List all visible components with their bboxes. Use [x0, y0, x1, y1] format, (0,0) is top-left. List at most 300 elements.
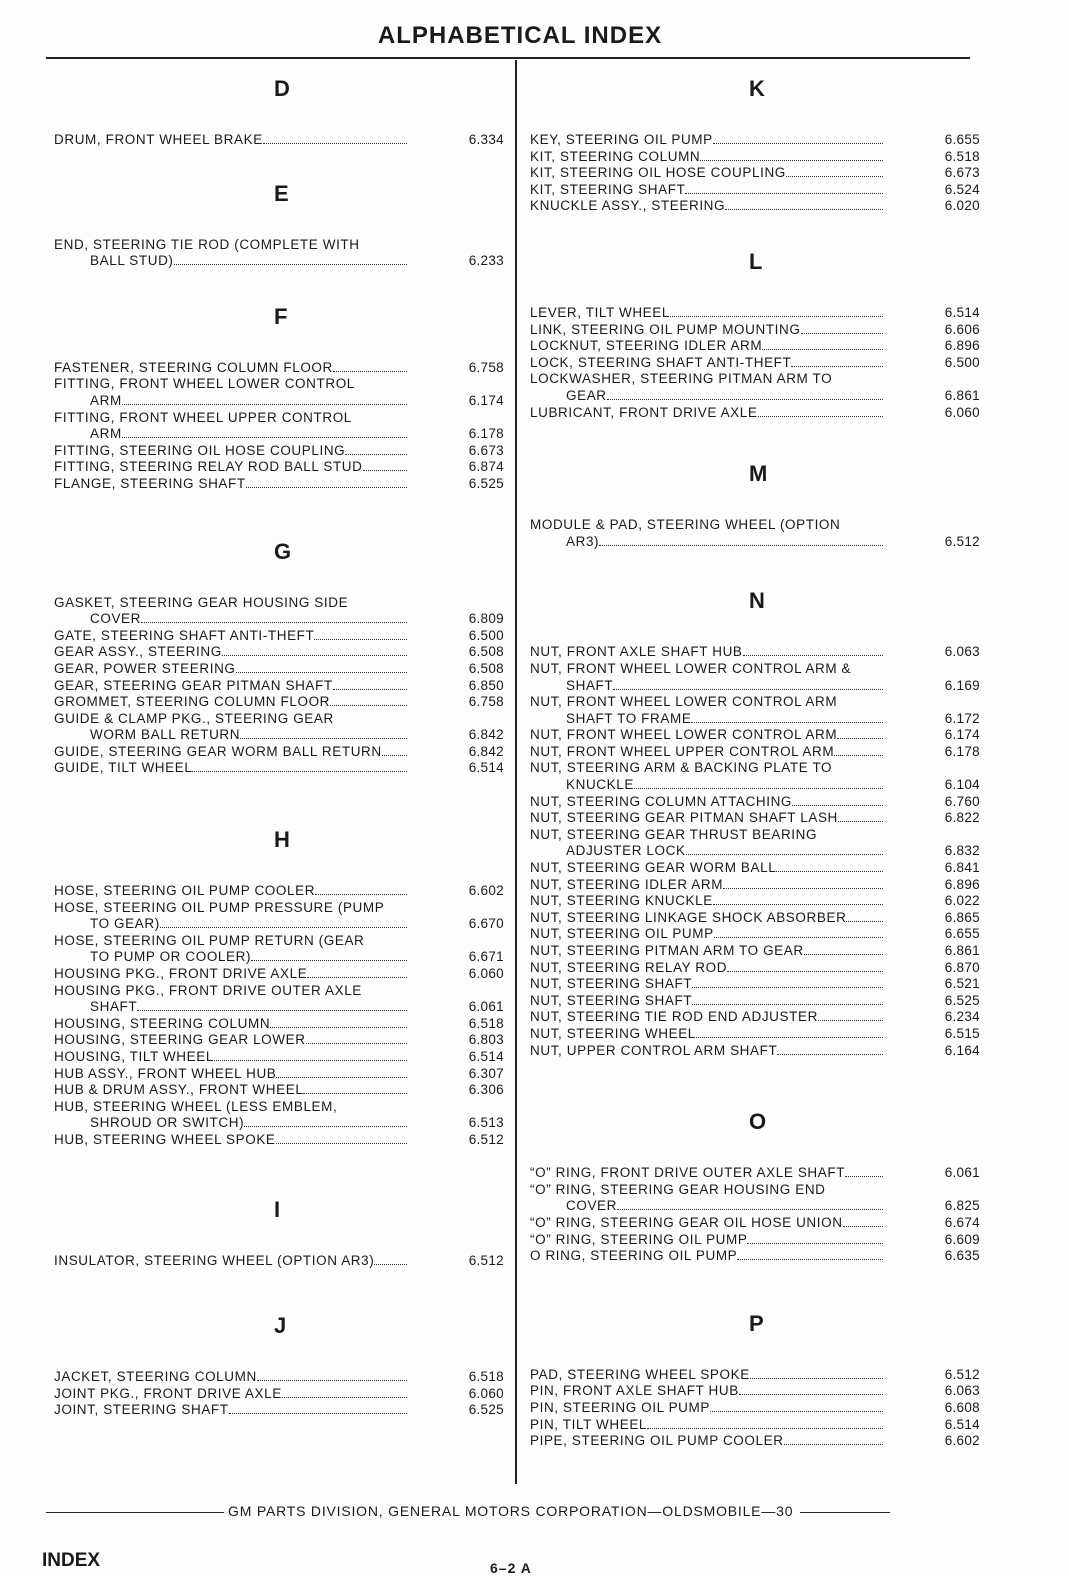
- index-entry: [530, 661, 985, 694]
- index-entry: [54, 476, 509, 493]
- entry-description: [530, 1248, 885, 1265]
- entry-description: [530, 943, 885, 960]
- index-entry: [530, 1433, 985, 1450]
- index-entry: [530, 338, 985, 355]
- index-entry: [54, 678, 509, 695]
- entry-description: [54, 678, 409, 695]
- entry-page-number: 6.512: [944, 1366, 980, 1382]
- entry-page-number: 6.060: [944, 404, 980, 420]
- leader-dots: [382, 744, 407, 756]
- index-entry: [530, 1417, 985, 1434]
- entry-text: JACKET, STEERING COLUMN: [54, 1369, 407, 1384]
- leader-dots: [306, 1032, 407, 1044]
- entry-page-number: 6.518: [944, 148, 980, 164]
- index-entry: [530, 198, 985, 215]
- footer-rule-left: [46, 1512, 224, 1513]
- index-entry: [54, 410, 509, 443]
- entry-description: [530, 860, 885, 877]
- entry-text: “O” RING, STEERING GEAR HOUSING END: [530, 1181, 826, 1197]
- entry-description: [54, 644, 409, 661]
- entry-text: MODULE & PAD, STEERING WHEEL (OPTION: [530, 517, 841, 533]
- entry-page-number: 6.809: [468, 611, 504, 627]
- leader-dots: [838, 810, 883, 822]
- leader-dots: [192, 760, 407, 772]
- entry-continuation: AR3): [530, 534, 885, 551]
- index-entry: [54, 644, 509, 661]
- leader-dots: [747, 1232, 883, 1244]
- leader-dots: [786, 165, 883, 177]
- entry-description: [530, 810, 885, 827]
- entry-text: NUT, STEERING GEAR WORM BALL: [530, 860, 883, 875]
- leader-dots: [263, 132, 407, 144]
- leader-dots: [834, 744, 883, 756]
- footer-page-number: 6–2 A: [490, 1560, 532, 1576]
- entry-page-number: 6.673: [468, 442, 504, 458]
- index-entry: [54, 1082, 509, 1099]
- entry-page-number: 6.512: [468, 1131, 504, 1147]
- index-entry: [530, 1383, 985, 1400]
- entry-page-number: 6.174: [468, 392, 504, 408]
- entry-text: PAD, STEERING WHEEL SPOKE: [530, 1367, 883, 1382]
- entry-text: PIN, STEERING OIL PUMP: [530, 1400, 883, 1415]
- entry-description: [54, 443, 409, 460]
- entry-continuation: TO GEAR): [54, 916, 409, 933]
- leader-dots: [282, 1386, 407, 1398]
- entry-text: NUT, UPPER CONTROL ARM SHAFT: [530, 1043, 883, 1058]
- entry-text: GASKET, STEERING GEAR HOUSING SIDE: [54, 594, 349, 610]
- leader-dots: [685, 182, 883, 194]
- entry-text: HOSE, STEERING OIL PUMP COOLER: [54, 883, 407, 898]
- entry-page-number: 6.822: [944, 810, 980, 826]
- entry-text: HOUSING PKG., FRONT DRIVE OUTER AXLE: [54, 982, 362, 998]
- entry-page-number: 6.164: [944, 1042, 980, 1058]
- entry-text: DRUM, FRONT WHEEL BRAKE: [54, 132, 407, 147]
- leader-dots: [374, 1253, 407, 1265]
- entry-description: [54, 1402, 409, 1419]
- index-entry: [54, 966, 509, 983]
- entry-text: HOUSING, STEERING COLUMN: [54, 1016, 407, 1031]
- entry-page-number: 6.061: [944, 1165, 980, 1181]
- entry-text: NUT, FRONT WHEEL LOWER CONTROL ARM &: [530, 660, 852, 676]
- entry-page-number: 6.060: [468, 1385, 504, 1401]
- entry-text: NUT, STEERING TIE ROD END ADJUSTER: [530, 1009, 883, 1024]
- entry-page-number: 6.512: [468, 1252, 504, 1268]
- entry-page-number: 6.063: [944, 1383, 980, 1399]
- section-letter: L: [749, 248, 763, 274]
- entry-text: INSULATOR, STEERING WHEEL (OPTION AR3): [54, 1253, 407, 1268]
- index-entry: [54, 376, 509, 409]
- index-entry-list: [54, 132, 509, 149]
- entry-description: [530, 644, 885, 661]
- entry-description: [530, 1043, 885, 1060]
- entry-text: HOSE, STEERING OIL PUMP PRESSURE (PUMP: [54, 899, 385, 915]
- entry-description: [530, 1215, 885, 1232]
- entry-description: [54, 1369, 409, 1386]
- entry-page-number: 6.518: [468, 1015, 504, 1031]
- leader-dots: [229, 1402, 407, 1414]
- entry-description: [54, 1016, 409, 1033]
- index-entry: [54, 237, 509, 270]
- entry-page-number: 6.525: [468, 475, 504, 491]
- index-entry: [530, 132, 985, 149]
- index-entry: [530, 877, 985, 894]
- leader-dots: [333, 678, 407, 690]
- leader-dots: [845, 1165, 883, 1177]
- entry-text: HOUSING PKG., FRONT DRIVE AXLE: [54, 966, 407, 981]
- entry-description: [54, 744, 409, 761]
- leader-dots: [713, 893, 883, 905]
- entry-description: [54, 132, 409, 149]
- entry-page-number: 6.514: [468, 1049, 504, 1064]
- index-entry: [530, 405, 985, 422]
- entry-description: [54, 360, 409, 377]
- leader-dots: [599, 534, 883, 546]
- entry-text: GUIDE, STEERING GEAR WORM BALL RETURN: [54, 744, 407, 759]
- index-entry: [54, 760, 509, 777]
- section-letter: E: [274, 180, 289, 206]
- index-entry: [530, 827, 985, 860]
- footer-publisher: GM PARTS DIVISION, GENERAL MOTORS CORPORATION—OLDSMOBILE—30: [228, 1503, 794, 1519]
- entry-text: JOINT PKG., FRONT DRIVE AXLE: [54, 1386, 407, 1401]
- entry-description: [54, 237, 409, 270]
- entry-page-number: 6.758: [468, 694, 504, 710]
- index-entry: [530, 760, 985, 793]
- leader-dots: [236, 661, 407, 673]
- leader-dots: [739, 1383, 883, 1395]
- section-letter: J: [274, 1313, 287, 1339]
- index-entry: [530, 943, 985, 960]
- entry-text: GEAR, POWER STEERING: [54, 661, 407, 676]
- entry-description: [54, 595, 409, 628]
- leader-dots: [843, 1215, 883, 1227]
- leader-dots: [314, 628, 407, 640]
- entry-page-number: 6.861: [944, 387, 980, 403]
- entry-text: NUT, STEERING LINKAGE SHOCK ABSORBER: [530, 910, 883, 925]
- entry-text: FITTING, FRONT WHEEL LOWER CONTROL: [54, 376, 355, 392]
- entry-page-number: 6.174: [944, 727, 980, 743]
- page-title: ALPHABETICAL INDEX: [377, 22, 663, 49]
- leader-dots: [792, 794, 883, 806]
- index-entry: [54, 1386, 509, 1403]
- entry-description: [530, 794, 885, 811]
- entry-page-number: 6.874: [468, 459, 504, 475]
- index-entry-list: [54, 883, 509, 1149]
- index-entry: [54, 1016, 509, 1033]
- leader-dots: [315, 883, 407, 895]
- section-letter: H: [274, 827, 290, 853]
- leader-dots: [647, 1417, 883, 1429]
- entry-text: PIN, FRONT AXLE SHAFT HUB: [530, 1383, 883, 1398]
- entry-page-number: 6.306: [468, 1082, 504, 1098]
- entry-page-number: 6.104: [944, 777, 980, 793]
- index-entry: [54, 1066, 509, 1083]
- entry-text: NUT, FRONT AXLE SHAFT HUB: [530, 644, 883, 659]
- entry-page-number: 6.500: [944, 354, 980, 370]
- index-entry: [530, 1232, 985, 1249]
- index-entry: [530, 810, 985, 827]
- entry-text: LEVER, TILT WHEEL: [530, 305, 883, 320]
- entry-continuation: TO PUMP OR COOLER): [54, 949, 409, 966]
- entry-text: GUIDE, TILT WHEEL: [54, 760, 407, 775]
- entry-description: [530, 338, 885, 355]
- entry-text: PIPE, STEERING OIL PUMP COOLER: [530, 1433, 883, 1448]
- leader-dots: [700, 149, 883, 161]
- entry-page-number: 6.896: [944, 338, 980, 354]
- entry-text: FLANGE, STEERING SHAFT: [54, 476, 407, 491]
- entry-description: [530, 1026, 885, 1043]
- entry-text: KIT, STEERING OIL HOSE COUPLING: [530, 165, 883, 180]
- index-entry: [54, 132, 509, 149]
- leader-dots: [251, 949, 407, 961]
- index-entry: [54, 744, 509, 761]
- index-entry: [530, 744, 985, 761]
- index-entry: [530, 1043, 985, 1060]
- index-entry: [54, 900, 509, 933]
- entry-text: END, STEERING TIE ROD (COMPLETE WITH: [54, 236, 360, 252]
- entry-text: NUT, STEERING SHAFT: [530, 993, 883, 1008]
- leader-dots: [727, 960, 883, 972]
- leader-dots: [801, 322, 884, 334]
- entry-page-number: 6.760: [944, 793, 980, 809]
- right-column: [530, 60, 985, 1450]
- index-entry-list: [530, 132, 985, 215]
- entry-description: [54, 1049, 409, 1066]
- entry-page-number: 6.842: [468, 743, 504, 759]
- entry-page-number: 6.020: [944, 198, 980, 214]
- index-entry: [54, 443, 509, 460]
- entry-text: KIT, STEERING SHAFT: [530, 182, 883, 197]
- section-letter: I: [274, 1196, 281, 1222]
- entry-description: [530, 993, 885, 1010]
- entry-page-number: 6.233: [468, 253, 504, 269]
- section-letter: D: [274, 76, 290, 101]
- entry-description: [54, 983, 409, 1016]
- entry-description: [530, 694, 885, 727]
- entry-page-number: 6.022: [944, 893, 980, 909]
- footer-rule-right: [800, 1512, 890, 1513]
- entry-description: [54, 900, 409, 933]
- leader-dots: [303, 1082, 407, 1094]
- entry-text: HOUSING, TILT WHEEL: [54, 1049, 407, 1064]
- entry-description: [530, 1433, 885, 1450]
- entry-page-number: 6.608: [944, 1399, 980, 1415]
- entry-text: NUT, STEERING KNUCKLE: [530, 893, 883, 908]
- entry-page-number: 6.524: [944, 181, 980, 197]
- entry-description: [530, 1367, 885, 1384]
- entry-text: LOCKNUT, STEERING IDLER ARM: [530, 338, 883, 353]
- index-entry: [54, 1099, 509, 1132]
- entry-description: [530, 165, 885, 182]
- leader-dots: [330, 694, 407, 706]
- index-entry: [530, 960, 985, 977]
- section-letter: K: [749, 76, 765, 101]
- entry-text: NUT, STEERING GEAR PITMAN SHAFT LASH: [530, 810, 883, 825]
- entry-continuation: COVER: [530, 1198, 885, 1215]
- entry-description: [530, 517, 885, 550]
- entry-description: [530, 877, 885, 894]
- entry-text: HOSE, STEERING OIL PUMP RETURN (GEAR: [54, 932, 365, 948]
- entry-description: [530, 182, 885, 199]
- entry-text: HOUSING, STEERING GEAR LOWER: [54, 1032, 407, 1047]
- entry-text: NUT, STEERING ARM & BACKING PLATE TO: [530, 760, 833, 776]
- entry-description: [530, 132, 885, 149]
- entry-description: [530, 976, 885, 993]
- entry-description: [530, 198, 885, 215]
- entry-description: [530, 760, 885, 793]
- leader-dots: [692, 993, 883, 1005]
- index-entry-list: [530, 305, 985, 421]
- entry-text: NUT, STEERING RELAY ROD: [530, 960, 883, 975]
- index-entry: [530, 727, 985, 744]
- entry-page-number: 6.674: [944, 1214, 980, 1230]
- entry-description: [54, 1253, 409, 1270]
- entry-text: FITTING, FRONT WHEEL UPPER CONTROL: [54, 409, 352, 425]
- index-entry: [54, 1032, 509, 1049]
- index-entry: [54, 711, 509, 744]
- index-entry: [54, 933, 509, 966]
- entry-description: [54, 628, 409, 645]
- entry-page-number: 6.606: [944, 321, 980, 337]
- entry-text: KNUCKLE ASSY., STEERING: [530, 198, 883, 213]
- leader-dots: [141, 611, 407, 623]
- entry-description: [530, 405, 885, 422]
- entry-page-number: 6.234: [944, 1009, 980, 1025]
- index-entry: [54, 1132, 509, 1149]
- section-letter: F: [274, 303, 288, 329]
- entry-text: JOINT, STEERING SHAFT: [54, 1402, 407, 1417]
- index-entry: [530, 355, 985, 372]
- entry-continuation: ARM: [54, 393, 409, 410]
- leader-dots: [214, 1049, 407, 1061]
- entry-page-number: 6.842: [468, 727, 504, 743]
- entry-description: [530, 661, 885, 694]
- entry-description: [530, 926, 885, 943]
- entry-description: [54, 661, 409, 678]
- entry-description: [530, 744, 885, 761]
- index-entry-list: [530, 1165, 985, 1265]
- leader-dots: [257, 1369, 407, 1381]
- entry-page-number: 6.602: [468, 883, 504, 899]
- leader-dots: [244, 1115, 407, 1127]
- entry-description: [54, 1066, 409, 1083]
- index-entry: [530, 1215, 985, 1232]
- entry-description: [54, 1032, 409, 1049]
- entry-page-number: 6.178: [468, 426, 504, 442]
- entry-description: [530, 893, 885, 910]
- leader-dots: [710, 1400, 883, 1412]
- index-entry: [54, 1049, 509, 1066]
- entry-description: [530, 371, 885, 404]
- entry-description: [530, 1417, 885, 1434]
- leader-dots: [276, 1132, 407, 1144]
- leader-dots: [714, 926, 883, 938]
- entry-page-number: 6.635: [944, 1248, 980, 1264]
- entry-description: [54, 476, 409, 493]
- entry-page-number: 6.061: [468, 999, 504, 1015]
- entry-text: GEAR ASSY., STEERING: [54, 644, 407, 659]
- entry-description: [54, 1386, 409, 1403]
- entry-description: [54, 966, 409, 983]
- entry-text: “O” RING, STEERING OIL PUMP: [530, 1232, 883, 1247]
- index-entry: [530, 694, 985, 727]
- entry-description: [54, 711, 409, 744]
- index-entry: [54, 1402, 509, 1419]
- index-entry: [530, 1248, 985, 1265]
- entry-page-number: 6.334: [468, 132, 504, 147]
- entry-text: LOCK, STEERING SHAFT ANTI-THEFT: [530, 355, 883, 370]
- entry-text: “O” RING, FRONT DRIVE OUTER AXLE SHAFT: [530, 1165, 883, 1180]
- entry-description: [530, 1232, 885, 1249]
- leader-dots: [791, 355, 883, 367]
- entry-description: [530, 149, 885, 166]
- entry-continuation: SHAFT TO FRAME: [530, 711, 885, 728]
- entry-text: “O” RING, STEERING GEAR OIL HOSE UNION: [530, 1215, 883, 1230]
- leader-dots: [270, 1016, 407, 1028]
- leader-dots: [307, 966, 407, 978]
- leader-dots: [846, 910, 883, 922]
- entry-text: LUBRICANT, FRONT DRIVE AXLE: [530, 405, 883, 420]
- index-entry: [54, 459, 509, 476]
- left-column: [54, 60, 509, 1419]
- entry-page-number: 6.515: [944, 1025, 980, 1041]
- entry-page-number: 6.063: [944, 644, 980, 660]
- leader-dots: [837, 727, 883, 739]
- entry-text: NUT, STEERING IDLER ARM: [530, 877, 883, 892]
- entry-text: O RING, STEERING OIL PUMP: [530, 1248, 883, 1263]
- leader-dots: [750, 1367, 883, 1379]
- index-entry: [530, 893, 985, 910]
- entry-text: HUB & DRUM ASSY., FRONT WHEEL: [54, 1082, 407, 1097]
- entry-text: GATE, STEERING SHAFT ANTI-THEFT: [54, 628, 407, 643]
- entry-text: PIN, TILT WHEEL: [530, 1417, 883, 1432]
- leader-dots: [762, 338, 883, 350]
- entry-text: KIT, STEERING COLUMN: [530, 149, 883, 164]
- entry-description: [530, 1383, 885, 1400]
- entry-page-number: 6.870: [944, 959, 980, 975]
- entry-description: [54, 410, 409, 443]
- entry-text: LOCKWASHER, STEERING PITMAN ARM TO: [530, 371, 833, 387]
- entry-description: [54, 1099, 409, 1132]
- entry-continuation: BALL STUD): [54, 253, 409, 270]
- entry-text: NUT, STEERING COLUMN ATTACHING: [530, 794, 883, 809]
- leader-dots: [776, 860, 883, 872]
- entry-text: KEY, STEERING OIL PUMP: [530, 132, 883, 147]
- index-entry: [530, 860, 985, 877]
- index-entry-list: [54, 360, 509, 493]
- leader-dots: [737, 1248, 883, 1260]
- entry-page-number: 6.512: [944, 533, 980, 549]
- entry-text: GEAR, STEERING GEAR PITMAN SHAFT: [54, 678, 407, 693]
- entry-page-number: 6.508: [468, 660, 504, 676]
- title-rule: [46, 57, 970, 59]
- index-entry: [530, 149, 985, 166]
- entry-text: NUT, FRONT WHEEL LOWER CONTROL ARM: [530, 694, 838, 710]
- leader-dots: [246, 476, 407, 488]
- entry-description: [530, 1400, 885, 1417]
- index-entry: [530, 182, 985, 199]
- entry-description: [54, 1132, 409, 1149]
- entry-page-number: 6.178: [944, 743, 980, 759]
- index-entry: [54, 983, 509, 1016]
- index-entry: [54, 883, 509, 900]
- entry-page-number: 6.508: [468, 644, 504, 660]
- leader-dots: [696, 1026, 883, 1038]
- index-entry: [54, 628, 509, 645]
- entry-page-number: 6.609: [944, 1231, 980, 1247]
- entry-page-number: 6.525: [468, 1402, 504, 1418]
- entry-description: [54, 694, 409, 711]
- entry-page-number: 6.169: [944, 677, 980, 693]
